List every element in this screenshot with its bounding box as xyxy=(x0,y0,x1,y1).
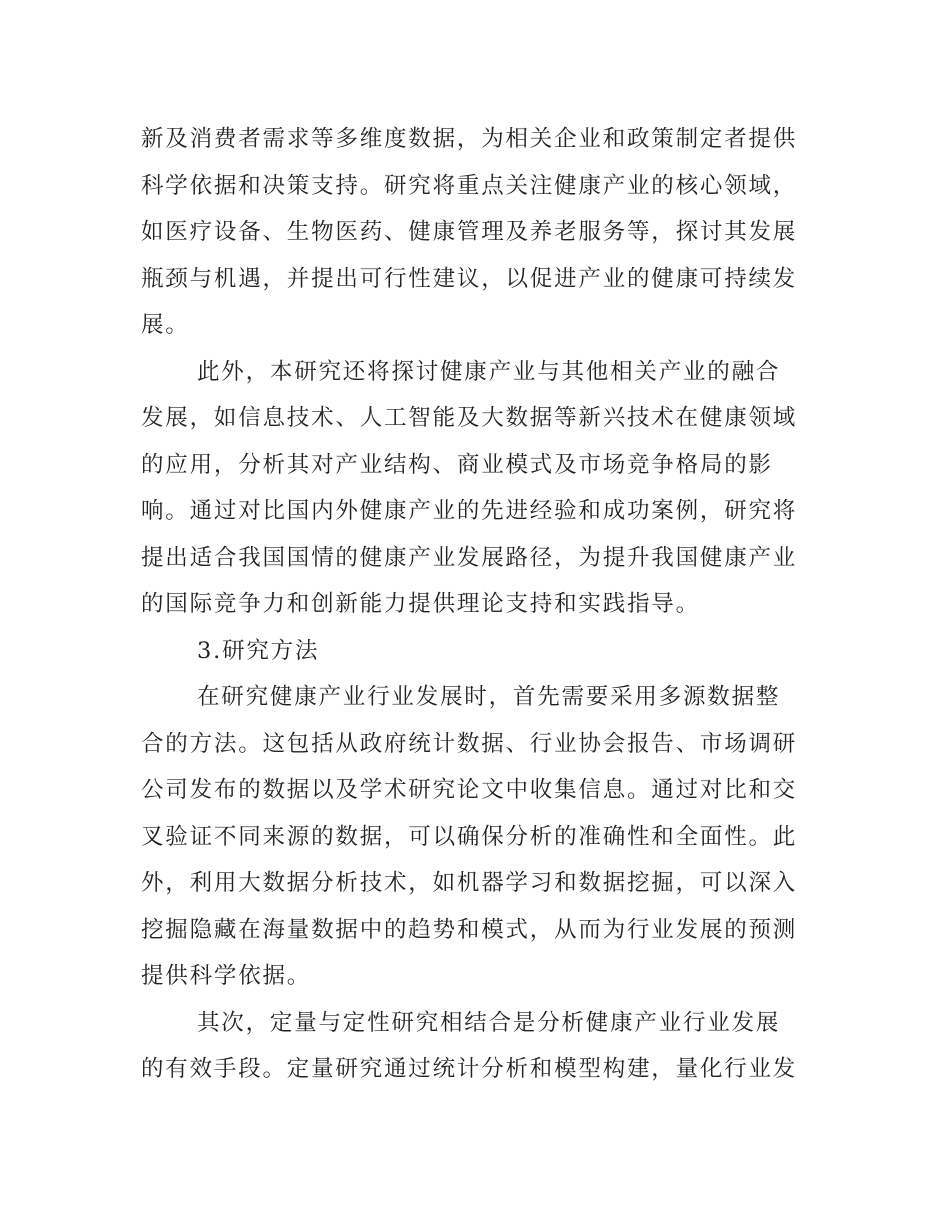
paragraph-line: 如医疗设备、生物医药、健康管理及养老服务等，探讨其发展 xyxy=(141,219,798,245)
section-heading: 3.研究方法 xyxy=(197,638,320,664)
paragraph-line: 提出适合我国国情的健康产业发展路径，为提升我国健康产业 xyxy=(141,545,798,571)
paragraph-line: 外，利用大数据分析技术，如机器学习和数据挖掘，可以深入 xyxy=(141,870,798,896)
paragraph-line: 响。通过对比国内外健康产业的先进经验和成功案例，研究将 xyxy=(141,498,798,524)
paragraph-line: 提供科学依据。 xyxy=(141,963,312,989)
paragraph-line: 的应用，分析其对产业结构、商业模式及市场竞争格局的影 xyxy=(141,452,773,478)
paragraph-line: 科学依据和决策支持。研究将重点关注健康产业的核心领域， xyxy=(141,173,798,199)
paragraph-line: 在研究健康产业行业发展时，首先需要采用多源数据整 xyxy=(197,684,781,710)
paragraph-line: 的有效手段。定量研究通过统计分析和模型构建，量化行业发 xyxy=(141,1056,798,1082)
paragraph-line: 的国际竞争力和创新能力提供理论支持和实践指导。 xyxy=(141,591,700,617)
paragraph-line: 合的方法。这包括从政府统计数据、行业协会报告、市场调研 xyxy=(141,731,798,757)
paragraph-line: 挖掘隐藏在海量数据中的趋势和模式，从而为行业发展的预测 xyxy=(141,917,798,943)
paragraph-line: 新及消费者需求等多维度数据，为相关企业和政策制定者提供 xyxy=(141,126,798,152)
paragraph-line: 展。 xyxy=(141,312,190,338)
paragraph-line: 瓶颈与机遇，并提出可行性建议，以促进产业的健康可持续发 xyxy=(141,266,798,292)
paragraph-line: 发展，如信息技术、人工智能及大数据等新兴技术在健康领域 xyxy=(141,405,798,431)
paragraph-line: 此外，本研究还将探讨健康产业与其他相关产业的融合 xyxy=(197,359,781,385)
paragraph-line: 公司发布的数据以及学术研究论文中收集信息。通过对比和交 xyxy=(141,777,798,803)
paragraph-line: 其次，定量与定性研究相结合是分析健康产业行业发展 xyxy=(197,1010,781,1036)
paragraph-line: 叉验证不同来源的数据，可以确保分析的准确性和全面性。此 xyxy=(141,824,798,850)
